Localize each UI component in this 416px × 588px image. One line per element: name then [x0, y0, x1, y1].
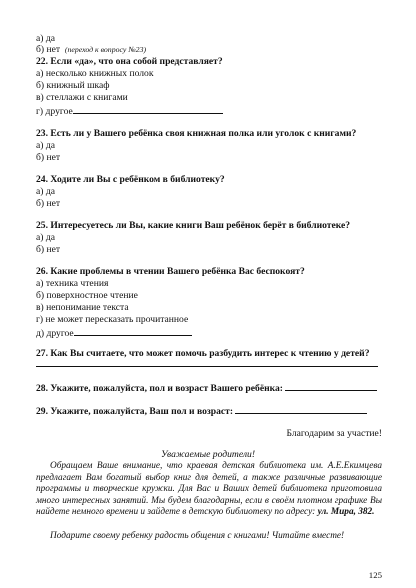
question-28-text: 28. Укажите, пожалуйста, пол и возраст Вашего ребёнка: — [36, 383, 283, 394]
answer-option: б) нет — [36, 44, 61, 55]
appeal-closing: Подарите своему ребенку радость общения с книгами! Читайте вместе! — [50, 531, 345, 541]
question-27: 27. Как Вы считаете, что может помочь разбудить интерес к чтению у детей? — [36, 348, 370, 359]
answer-option: в) стеллажи с книгами — [36, 92, 128, 103]
answer-option: а) несколько книжных полок — [36, 68, 154, 79]
answer-option: в) непонимание текста — [36, 302, 129, 313]
answer-blank[interactable] — [73, 104, 223, 114]
answer-blank[interactable] — [74, 326, 192, 336]
question-24: 24. Ходите ли Вы с ребёнком в библиотеку? — [36, 174, 225, 185]
skip-note: (переход к вопросу №23) — [64, 45, 147, 54]
library-address: ул. Мира, 382. — [317, 507, 375, 517]
answer-option: а) да — [36, 186, 55, 197]
page-number: 125 — [368, 570, 382, 580]
answer-option: а) техника чтения — [36, 278, 109, 289]
answer-option: г) другое — [36, 106, 73, 117]
answer-blank[interactable] — [235, 404, 367, 414]
answer-option-other — [36, 104, 223, 117]
answer-option-other — [36, 326, 192, 339]
answer-option: б) книжный шкаф — [36, 80, 110, 91]
answer-option: г) не может пересказать прочитанное — [36, 314, 189, 325]
answer-option: а) да — [36, 140, 55, 151]
answer-option: б) поверхностное чтение — [36, 290, 138, 301]
question-29 — [36, 404, 367, 417]
answer-option: д) другое — [36, 328, 74, 339]
question-29-text: 29. Укажите, пожалуйста, Ваш пол и возраст: — [36, 406, 234, 417]
appeal-paragraph — [36, 461, 382, 519]
answer-option: б) нет — [36, 198, 61, 209]
question-22: 22. Если «да», что она собой представляет? — [36, 56, 223, 67]
answer-option: б) нет — [36, 244, 61, 255]
answer-option: б) нет — [36, 152, 61, 163]
answer-option: а) да — [36, 232, 55, 243]
answer-option: а) да — [36, 33, 55, 44]
thanks-text: Благодарим за участие! — [286, 428, 382, 439]
question-25: 25. Интересуетесь ли Вы, какие книги Ваш ребёнок берёт в библиотеке? — [36, 220, 351, 231]
answer-option-with-note — [36, 44, 146, 55]
appeal-title: Уважаемые родители! — [160, 449, 256, 460]
question-23: 23. Есть ли у Вашего ребёнка своя книжная полка или уголок с книгами? — [36, 128, 357, 139]
answer-line[interactable] — [36, 366, 378, 367]
question-26: 26. Какие проблемы в чтении Вашего ребёнка Вас беспокоят? — [36, 266, 305, 277]
appeal-text: Обращаем Ваше внимание, что краевая детская библиотека им. А.Е.Екимцева предлагает Вам богатый выбор книг для детей, а также различные развивающие программы и творческие кружки. Для Вас и Ваших детей библиотека приготовила много интересных занятий. Мы будем благодарны, если в своём плотном графике Вы найдете немного времени и зайдете в детскую библиотеку по адресу: — [36, 461, 382, 517]
question-28 — [36, 381, 377, 394]
answer-blank[interactable] — [285, 381, 377, 391]
